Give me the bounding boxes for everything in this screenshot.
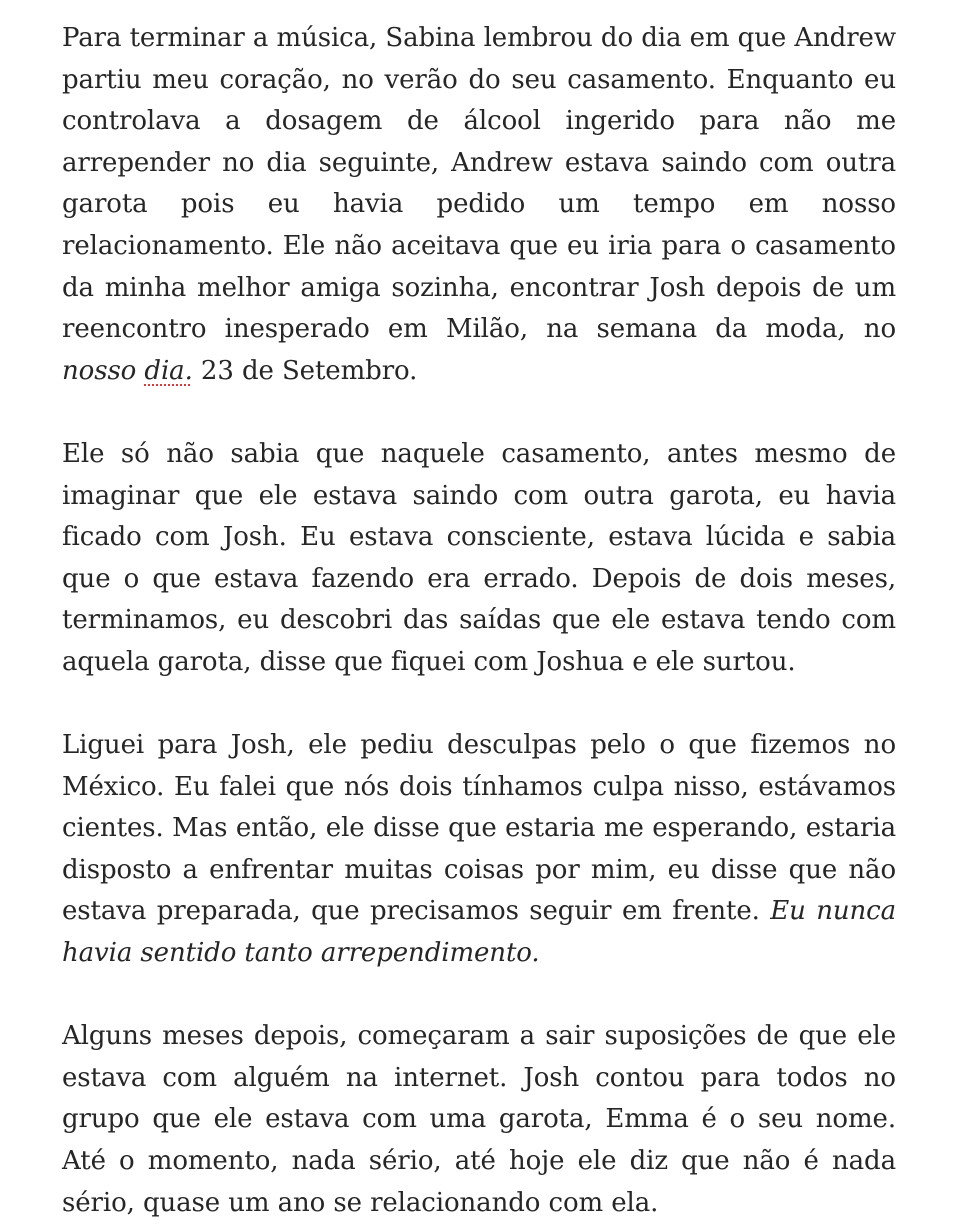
paragraph-1 — [62, 18, 896, 392]
paragraph-1-date: 23 de Setembro. — [192, 355, 418, 386]
paragraph-2: Ele só não sabia que naquele casamento, antes mesmo de imaginar que ele estava saindo com outra garota, eu havia ficado com Josh. Eu estava consciente, estava lúcida e sabia que o que estava fazendo era errado. Depois de dois meses, terminamos, eu descobri das saídas que ele estava tendo com aquela garota, disse que fiquei com Joshua e ele surtou. — [62, 438, 896, 677]
paragraph-3 — [62, 725, 896, 975]
paragraph-3-text: Liguei para Josh, ele pediu desculpas pelo o que fizemos no México. Eu falei que nós dois tínhamos culpa nisso, estávamos cientes. Mas então, ele disse que estaria me esperando, estaria disposto a enfrentar muitas coisas por mim, eu disse que não estava preparada, que precisamos seguir em frente. — [62, 730, 896, 927]
paragraph-1-italic-dia: dia. — [144, 355, 193, 386]
paragraph-1-italic-nosso: nosso — [62, 355, 137, 386]
paragraph-4: Alguns meses depois, começaram a sair suposições de que ele estava com alguém na internet. Josh contou para todos no grupo que ele estava com uma garota, Emma é o seu nome. Até o momento, nada sério, até hoje ele diz que não é nada sério, quase um ano se relacionando com ela. — [62, 1021, 896, 1218]
document-body — [62, 18, 896, 1224]
paragraph-3-italic: Eu nunca havia sentido tanto arrependimento. — [62, 896, 896, 969]
paragraph-1-text: Para terminar a música, Sabina lembrou do dia em que Andrew partiu meu coração, no verão do seu casamento. Enquanto eu controlava a dosagem de álcool ingerido para não me arrepender no dia seguinte, Andrew estava saindo com outra garota pois eu havia pedido um tempo em nosso relacionamento. Ele não aceitava que eu iria para o casamento da minha melhor amiga sozinha, encontrar Josh depois de um reencontro inesperado em Milão, na semana da moda, no — [62, 23, 896, 345]
